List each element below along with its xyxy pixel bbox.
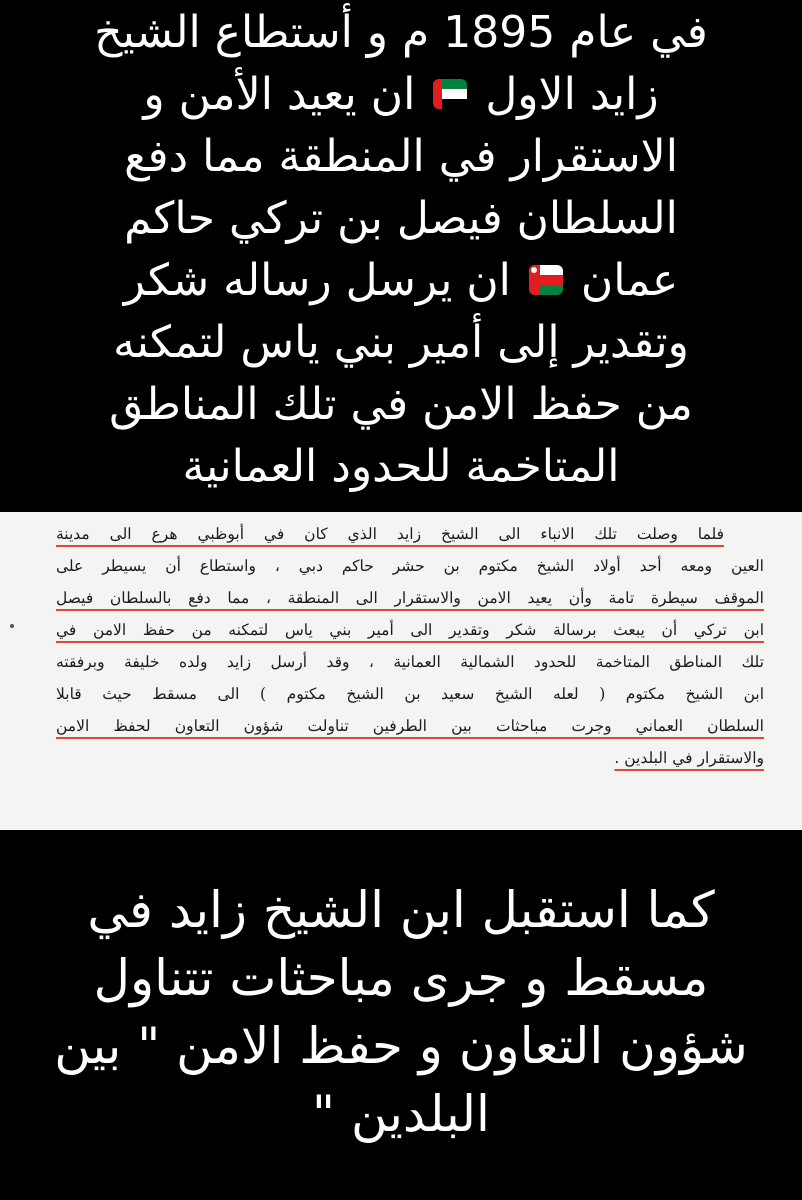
caption-fragment: ان يعيد الأمن و: [143, 69, 416, 120]
document-line: العين ومعه أحد أولاد الشيخ مكتوم بن حشر حاكم دبي ، واستطاع أن يسيطر على: [56, 557, 764, 575]
document-line: الموقف سيطرة تامة وأن يعيد الامن والاستقرار الى المنطقة ، مما دفع بالسلطان فيصل: [56, 589, 764, 607]
document-line: تلك المناطق المتاخمة للحدود الشمالية العمانية ، وقد أرسل زايد ولده خليفة وبرفقته: [56, 653, 764, 671]
document-line: السلطان العماني وجرت مباحثات بين الطرفين تناولت شؤون التعاون لحفظ الامن: [56, 717, 764, 735]
caption-line: في عام 1895 م و أستطاع الشيخ: [94, 7, 708, 58]
caption-line: البلدين ": [312, 1085, 490, 1143]
document-line: ابن الشيخ مكتوم ( لعله الشيخ سعيد بن الشيخ مكتوم ) الى مسقط حيث قابلا: [56, 685, 764, 703]
caption-line: السلطان فيصل بن تركي حاكم: [124, 193, 678, 244]
bottom-caption-panel: [0, 830, 802, 1200]
caption-fragment: عمان: [580, 255, 679, 306]
caption-fragment: ان يرسل رساله شكر: [123, 255, 511, 306]
caption-line: من حفظ الامن في تلك المناطق: [109, 379, 693, 430]
scanned-document-excerpt: [0, 512, 802, 830]
document-line: ابن تركي أن يبعث برسالة شكر وتقدير الى أمير بني ياس لتمكنه من حفظ الامن في: [56, 621, 764, 639]
document-line: والاستقرار في البلدين .: [614, 749, 764, 767]
caption-line-with-flag: [20, 250, 782, 312]
caption-fragment: زايد الاول: [485, 69, 659, 120]
margin-mark: [10, 624, 14, 628]
caption-line: الاستقرار في المنطقة مما دفع: [124, 131, 678, 182]
top-caption-panel: [0, 0, 802, 512]
caption-line-with-flag: [20, 64, 782, 126]
document-line: فلما وصلت تلك الانباء الى الشيخ زايد الذي كان في أبوظبي هرع الى مدينة: [56, 525, 724, 543]
caption-line: المتاخمة للحدود العمانية: [182, 441, 620, 492]
caption-line: شؤون التعاون و حفظ الامن " بين: [54, 1017, 748, 1075]
caption-line: وتقدير إلى أمير بني ياس لتمكنه: [113, 317, 689, 368]
document-paragraph: [56, 518, 764, 774]
bottom-caption-text: [20, 876, 782, 1148]
uae-flag-icon: [433, 79, 467, 109]
caption-line: مسقط و جرى مباحثات تتناول: [93, 949, 709, 1007]
top-caption-text: [20, 2, 782, 498]
oman-flag-icon: [529, 265, 563, 295]
caption-line: كما استقبل ابن الشيخ زايد في: [87, 881, 715, 939]
